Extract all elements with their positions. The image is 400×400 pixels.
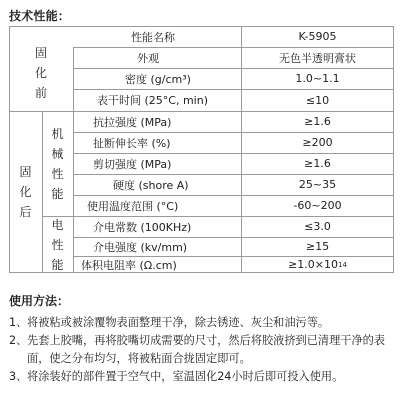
row-value: ≥15 <box>305 240 330 253</box>
row-name: 扯断伸长率 (%) <box>93 136 171 150</box>
row-name: 密度 (g/cm³) <box>125 72 191 86</box>
step-number: 3、 <box>9 370 28 383</box>
row-value <box>241 256 394 273</box>
row-name: 介电强度 (kv/mm) <box>93 240 188 254</box>
row-value: ≤10 <box>305 93 330 107</box>
subgroup-electrical: 电 性 能 <box>51 217 64 272</box>
row-value: ≥1.6 <box>304 157 331 170</box>
usage-title: 使用方法： <box>9 294 70 308</box>
step-number: 2、 <box>9 334 28 347</box>
step-text: 将被粘或被涂覆物表面整理干净，除去锈迹、灰尘和油污等。 <box>27 316 330 329</box>
header-value: K-5905 <box>298 30 337 43</box>
group-before-cure: 固 化 前 <box>34 45 47 100</box>
row-value: 无色半透明膏状 <box>279 51 356 65</box>
resistivity-value: ≥1.0×10 <box>288 258 338 271</box>
row-name: 介电常数 (100KHz) <box>93 220 192 234</box>
resistivity-exponent: 14 <box>338 260 347 269</box>
step-text: 将涂装好的部件置于空气中，室温固化24小时后即可投入使用。 <box>27 370 344 383</box>
group-after-cure: 固 化 后 <box>19 165 32 219</box>
spec-table <box>9 26 394 273</box>
usage-step <box>9 314 394 332</box>
row-value: ≥200 <box>302 136 333 149</box>
row-name: 使用温度范围 (°C) <box>87 199 179 213</box>
section-title: 技术性能： <box>9 9 71 23</box>
row-name: 剪切强度 (MPa) <box>93 157 172 171</box>
subgroup-mechanical: 机 械 性 能 <box>51 126 64 201</box>
header-name: 性能名称 <box>131 30 175 44</box>
row-name: 外观 <box>137 51 159 65</box>
row-value: 25~35 <box>298 178 337 191</box>
row-value: -60~200 <box>293 199 342 212</box>
row-value: ≥1.6 <box>304 115 331 128</box>
row-value: 1.0~1.1 <box>295 72 340 85</box>
step-number: 1、 <box>9 316 28 329</box>
row-name: 表干时间 (25°C, min) <box>97 94 208 107</box>
row-value: ≤3.0 <box>304 220 331 233</box>
step-text: 先套上胶嘴，再将胶嘴切成需要的尺寸，然后将胶液挤到已清理干净的表面，使之分布均匀，将被粘面合拢固定即可。 <box>27 334 386 365</box>
usage-step <box>9 332 394 368</box>
usage-step <box>9 368 394 386</box>
row-name: 硬度 (shore A) <box>113 178 189 192</box>
row-name: 抗拉强度 (MPa) <box>93 115 172 129</box>
usage-steps <box>9 314 394 386</box>
row-name: 体积电阻率 (Ω.cm) <box>81 258 177 272</box>
